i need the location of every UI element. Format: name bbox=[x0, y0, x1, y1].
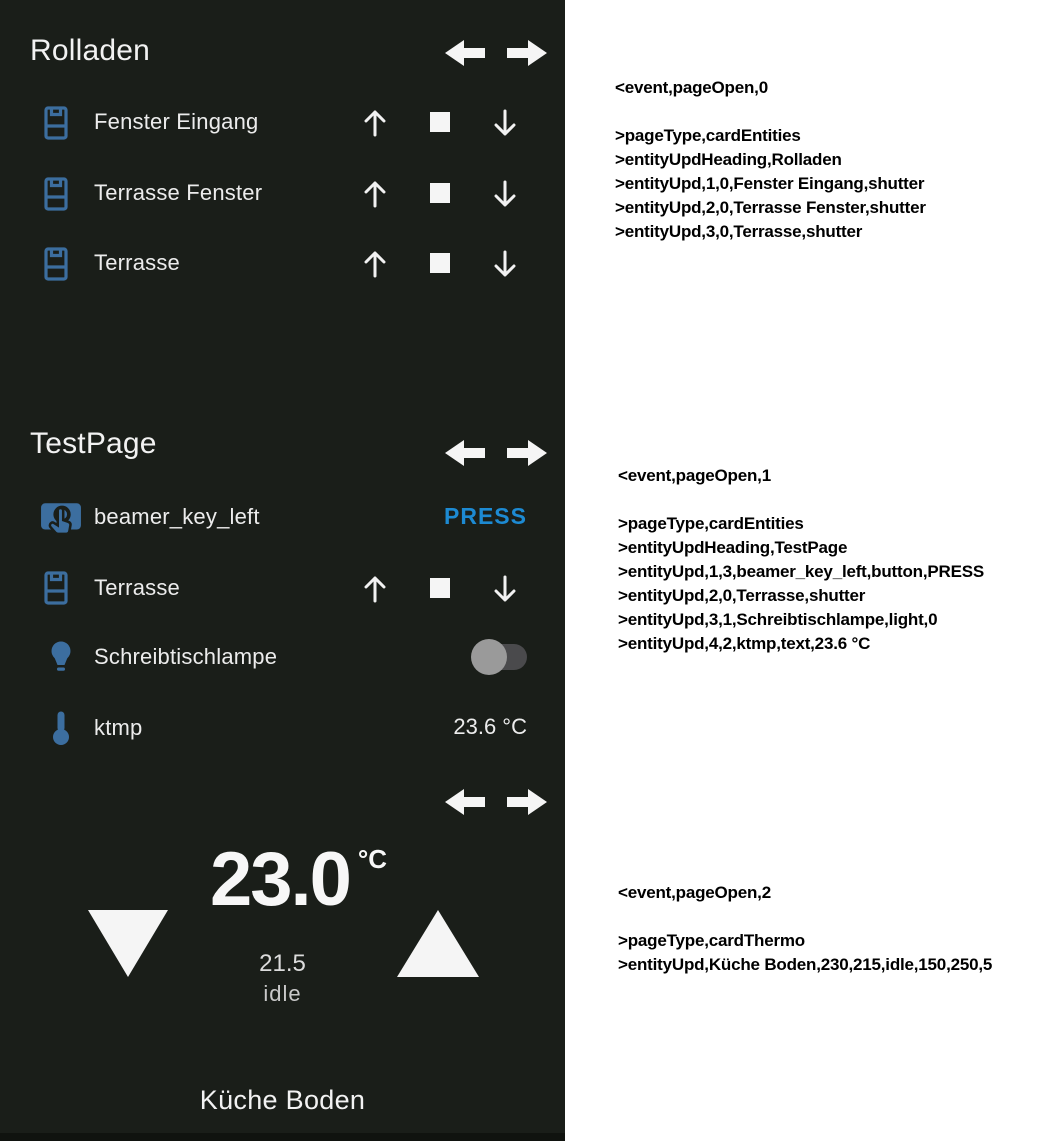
log-block-page2 bbox=[618, 881, 992, 977]
bottom-strip bbox=[0, 1133, 565, 1141]
shutter-up-button[interactable] bbox=[362, 108, 388, 141]
temperature-unit: °C bbox=[357, 844, 388, 874]
log-line bbox=[618, 488, 984, 512]
entity-label: Schreibtischlampe bbox=[94, 644, 278, 669]
stop-square-icon bbox=[430, 253, 450, 273]
arrow-left-icon bbox=[443, 806, 487, 821]
arrow-down-icon bbox=[492, 197, 518, 212]
log-line bbox=[615, 100, 926, 124]
shutter-stop-button[interactable] bbox=[430, 183, 450, 203]
thermometer-icon bbox=[50, 710, 72, 751]
log-line: >entityUpdHeading,TestPage bbox=[618, 538, 848, 557]
nav-left-button[interactable] bbox=[443, 786, 487, 821]
log-line: >entityUpd,1,0,Fenster Eingang,shutter bbox=[615, 174, 925, 193]
arrow-left-icon bbox=[443, 457, 487, 472]
log-panel bbox=[565, 0, 1045, 1141]
log-line: >entityUpd,Küche Boden,230,215,idle,150,250,5 bbox=[618, 955, 993, 974]
arrow-right-icon bbox=[505, 457, 549, 472]
card-heading: Rolladen bbox=[30, 34, 151, 67]
stop-square-icon bbox=[430, 183, 450, 203]
window-shutter-icon bbox=[44, 571, 68, 610]
card-heading: TestPage bbox=[30, 427, 157, 460]
nav-right-button[interactable] bbox=[505, 437, 549, 472]
toggle-knob[interactable] bbox=[471, 639, 507, 675]
entity-label: Terrasse Fenster bbox=[94, 180, 263, 205]
hvac-status: idle bbox=[263, 981, 302, 1006]
current-temperature-value: 23.0 bbox=[209, 837, 350, 922]
window-shutter-icon bbox=[44, 177, 68, 216]
arrow-down-icon bbox=[492, 592, 518, 607]
log-line: >entityUpd,2,0,Terrasse,shutter bbox=[618, 586, 866, 605]
log-line: >entityUpdHeading,Rolladen bbox=[615, 150, 842, 169]
log-line: >entityUpd,2,0,Terrasse Fenster,shutter bbox=[615, 198, 926, 217]
shutter-down-button[interactable] bbox=[492, 179, 518, 212]
lightbulb-icon bbox=[48, 640, 74, 681]
arrow-left-icon bbox=[443, 57, 487, 72]
entity-label: beamer_key_left bbox=[94, 504, 260, 529]
arrow-right-icon bbox=[505, 806, 549, 821]
light-toggle-switch[interactable] bbox=[471, 639, 529, 675]
shutter-up-button[interactable] bbox=[362, 179, 388, 212]
current-temperature bbox=[12, 837, 577, 922]
arrow-down-icon bbox=[492, 267, 518, 282]
arrow-up-icon bbox=[362, 592, 388, 607]
shutter-up-button[interactable] bbox=[362, 249, 388, 282]
entity-label: ktmp bbox=[94, 715, 143, 740]
log-line: <event,pageOpen,2 bbox=[618, 883, 771, 902]
shutter-stop-button[interactable] bbox=[430, 253, 450, 273]
shutter-stop-button[interactable] bbox=[430, 578, 450, 598]
log-line: >entityUpd,1,3,beamer_key_left,button,PRESS bbox=[618, 562, 984, 581]
arrow-down-icon bbox=[492, 126, 518, 141]
log-line: <event,pageOpen,0 bbox=[615, 78, 768, 97]
shutter-down-button[interactable] bbox=[492, 108, 518, 141]
log-line: >pageType,cardEntities bbox=[618, 514, 804, 533]
log-block-page1 bbox=[618, 464, 984, 656]
press-button[interactable]: PRESS bbox=[400, 503, 527, 530]
setpoint-value: 21.5 bbox=[259, 950, 306, 977]
arrow-up-icon bbox=[362, 197, 388, 212]
arrow-up-icon bbox=[362, 126, 388, 141]
log-line: >entityUpd,3,0,Terrasse,shutter bbox=[615, 222, 863, 241]
window-shutter-icon bbox=[44, 106, 68, 145]
entity-label: Terrasse bbox=[94, 250, 180, 275]
log-line: <event,pageOpen,1 bbox=[618, 466, 771, 485]
shutter-up-button[interactable] bbox=[362, 574, 388, 607]
thermostat-title: Küche Boden bbox=[199, 1085, 366, 1115]
nav-left-button[interactable] bbox=[443, 437, 487, 472]
temperature-value: 23.6 °C bbox=[453, 714, 527, 739]
entity-label: Fenster Eingang bbox=[94, 109, 259, 134]
stop-square-icon bbox=[430, 112, 450, 132]
nav-right-button[interactable] bbox=[505, 786, 549, 821]
nav-right-button[interactable] bbox=[505, 37, 549, 72]
log-block-page0 bbox=[615, 76, 926, 244]
arrow-right-icon bbox=[505, 57, 549, 72]
log-line: >entityUpd,4,2,ktmp,text,23.6 °C bbox=[618, 634, 871, 653]
shutter-stop-button[interactable] bbox=[430, 112, 450, 132]
log-line bbox=[618, 905, 992, 929]
log-line: >entityUpd,3,1,Schreibtischlampe,light,0 bbox=[618, 610, 938, 629]
shutter-down-button[interactable] bbox=[492, 574, 518, 607]
gesture-tap-button-icon bbox=[40, 497, 82, 544]
shutter-down-button[interactable] bbox=[492, 249, 518, 282]
log-line: >pageType,cardThermo bbox=[618, 931, 805, 950]
stop-square-icon bbox=[430, 578, 450, 598]
nav-left-button[interactable] bbox=[443, 37, 487, 72]
log-line: >pageType,cardEntities bbox=[615, 126, 801, 145]
arrow-up-icon bbox=[362, 267, 388, 282]
window-shutter-icon bbox=[44, 247, 68, 286]
entity-label: Terrasse bbox=[94, 575, 180, 600]
